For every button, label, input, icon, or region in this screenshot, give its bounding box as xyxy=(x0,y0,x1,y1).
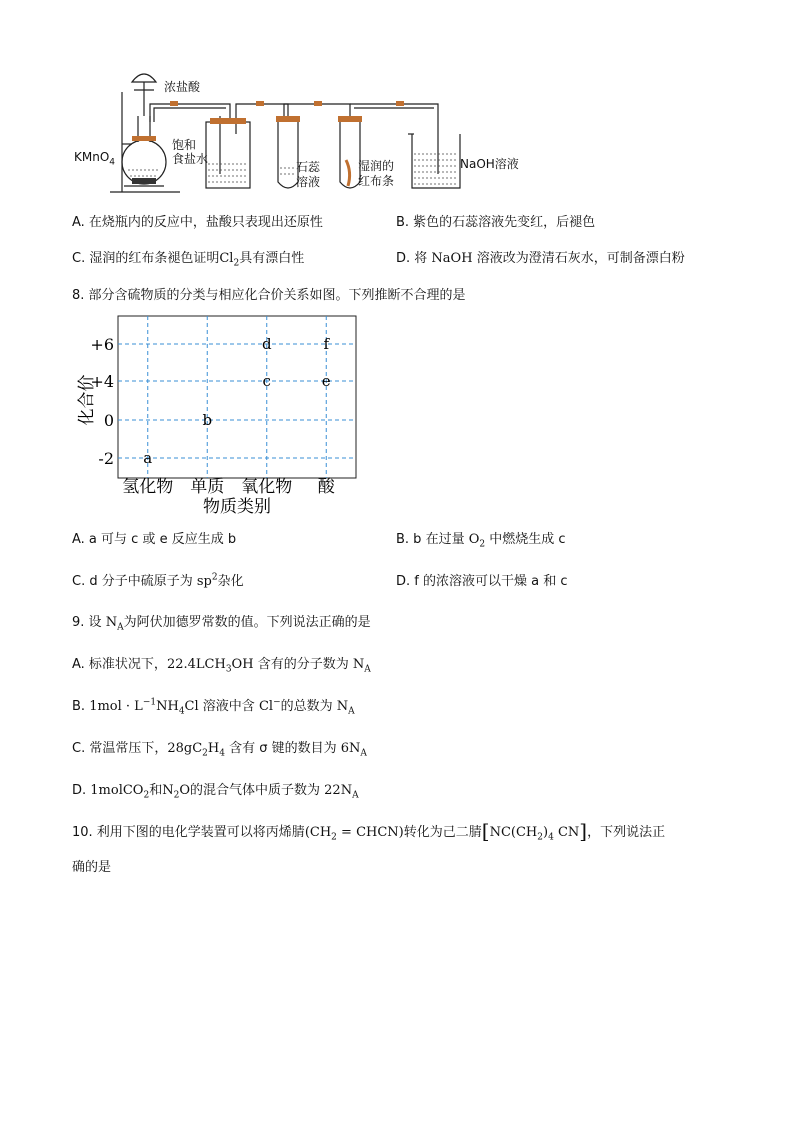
label-litmus-solution: 溶液 xyxy=(296,175,321,189)
point-b: b xyxy=(202,411,213,429)
label-wet: 湿润的 xyxy=(358,159,395,173)
y-tick-label: -2 xyxy=(98,449,114,468)
x-tick-label: 氧化物 xyxy=(241,477,293,497)
q7-option-d: D. 将 NaOH 溶液改为澄清石灰水，可制备漂白粉 xyxy=(396,251,685,266)
x-tick-label: 酸 xyxy=(317,477,335,497)
label-brine: 食盐水 xyxy=(172,152,209,166)
q7-option-a: A. 在烧瓶内的反应中，盐酸只表现出还原性 xyxy=(72,215,323,230)
y-tick-label: 0 xyxy=(103,411,114,430)
q10-stem: 10. 利用下图的电化学装置可以将丙烯腈($CH_2$ = CHCN)转化为己二腈[$NC(CH_2)_4$ CN]，下列说法正 xyxy=(72,819,666,843)
q8-stem: 8. 部分含硫物质的分类与相应化合价关系如图。下列推断不合理的是 xyxy=(72,288,466,303)
q8-option-a: A. a 可与 c 或 e 反应生成 b xyxy=(72,532,237,547)
q9-option-d: D. 1molCO$_2$和$N_2O$的混合气体中质子数为 $22N_A$ xyxy=(72,783,359,801)
q7-option-b: B. 紫色的石蕊溶液先变红，后褪色 xyxy=(396,215,596,230)
q8-option-d: D. f 的浓溶液可以干燥 a 和 c xyxy=(396,574,568,589)
y-axis-label: 化合价 xyxy=(77,374,97,426)
q10-stem-line2: 确的是 xyxy=(72,860,112,875)
q7-option-c: C. 湿润的红布条褪色证明$Cl_2$具有漂白性 xyxy=(72,251,305,269)
y-tick-label: +4 xyxy=(90,372,114,391)
q9-stem: 9. 设 $N_A$为阿伏加德罗常数的值。下列说法正确的是 xyxy=(72,615,371,633)
label-saturated: 饱和 xyxy=(172,138,197,152)
sulfur-valence-chart xyxy=(70,308,370,520)
q9-option-b: B. $1mol \cdot L^{-1}NH_4Cl$ 溶液中含 Cl−的总数为 $N_A$ xyxy=(72,697,355,717)
label-red-cloth: 红布条 xyxy=(358,174,395,188)
x-axis-label: 物质类别 xyxy=(203,497,271,517)
chart-frame xyxy=(118,316,356,478)
point-e: e xyxy=(321,372,331,390)
label-concentrated-hcl: 浓盐酸 xyxy=(164,80,201,94)
x-tick-label: 氢化物 xyxy=(122,477,174,497)
x-tick-label: 单质 xyxy=(190,477,225,497)
q8-option-c: C. d 分子中硫原子为 $sp^2$杂化 xyxy=(72,572,244,589)
point-c: c xyxy=(262,372,271,390)
q9-option-a: A. 标准状况下，$22.4LCH_3OH$ 含有的分子数为 $N_A$ xyxy=(72,657,371,675)
point-a: a xyxy=(143,449,153,467)
y-tick-label: +6 xyxy=(90,335,114,354)
point-d: d xyxy=(261,335,272,353)
q9-option-c: C. 常温常压下，$28gC_2H_4$ 含有 σ 键的数目为 $6N_A$ xyxy=(72,741,367,759)
point-f: f xyxy=(323,335,330,353)
label-naoh-solution: NaOH溶液 xyxy=(460,157,519,171)
q8-option-b: B. b 在过量 $O_2$ 中燃烧生成 c xyxy=(396,532,566,550)
label-litmus: 石蕊 xyxy=(296,160,321,174)
label-kmno4: KMnO$_4$ xyxy=(74,150,116,168)
